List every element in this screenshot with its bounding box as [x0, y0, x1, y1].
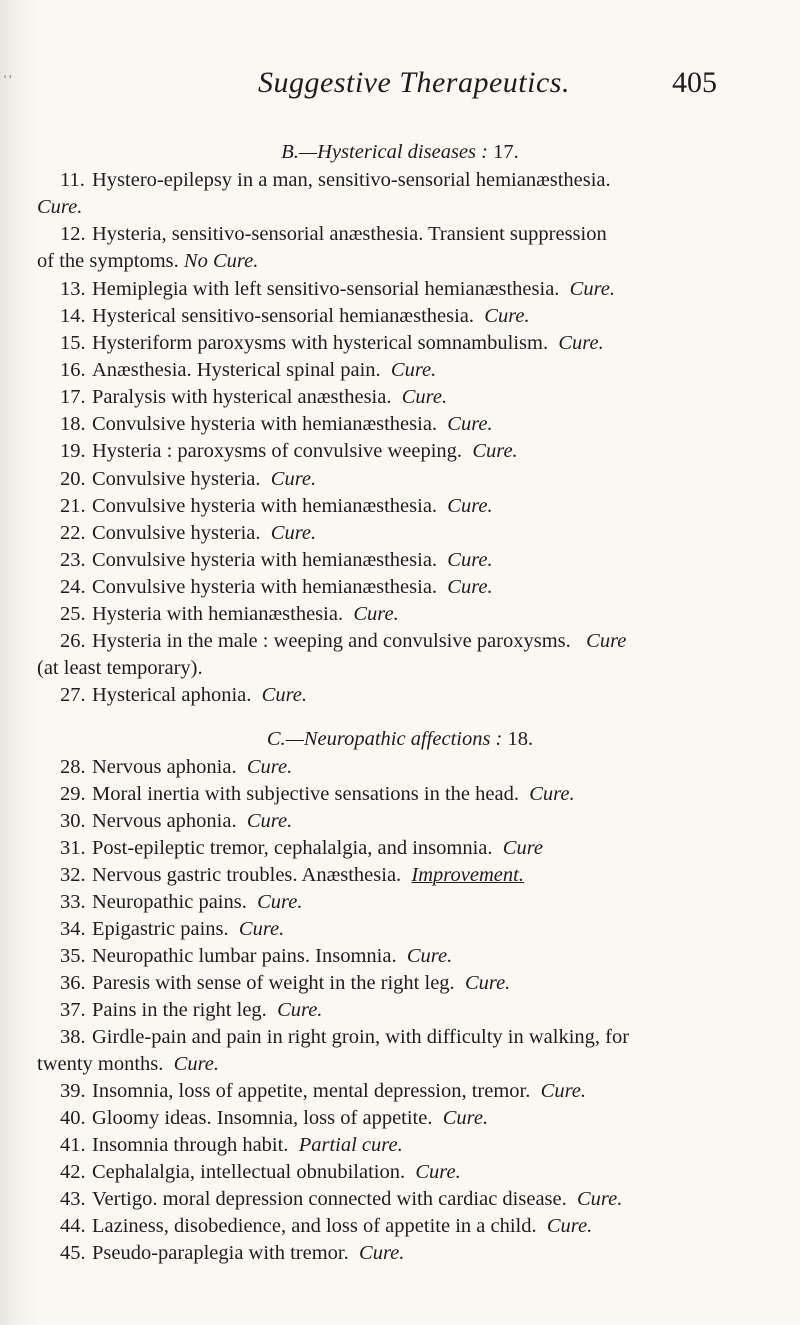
entry-result: Cure.: [569, 278, 616, 300]
entry-result: Cure.: [406, 945, 453, 967]
list-item: [60, 493, 768, 520]
entry-number: 29.: [60, 783, 86, 805]
entry-number: 17.: [60, 386, 86, 408]
running-title: Suggestive Therapeutics.: [258, 66, 570, 99]
entry-result: Cure.: [415, 1161, 461, 1183]
entry-result: Cure.: [447, 495, 493, 517]
entry-result: Cure.: [529, 783, 575, 805]
list-item: [60, 303, 768, 330]
entry-text: Hysteria with hemianæsthesia.: [92, 603, 344, 625]
entry-text: Vertigo. moral depression connected with cardiac disease.: [92, 1188, 567, 1210]
list-item: [60, 628, 768, 655]
entry-text: Nervous aphonia.: [92, 756, 237, 778]
entry-number: 26.: [60, 630, 86, 652]
entry-number: 31.: [60, 837, 86, 859]
entry-number: 43.: [60, 1188, 86, 1210]
list-item: [60, 1240, 768, 1267]
list-item: [60, 1078, 768, 1105]
list-item: [60, 574, 768, 601]
margin-mark: ' ': [4, 72, 12, 86]
list-item: [60, 547, 768, 574]
entry-number: 35.: [60, 945, 86, 967]
section-prefix: C.—: [266, 728, 304, 750]
entry-number: 41.: [60, 1134, 86, 1156]
entry-continuation: [37, 1051, 219, 1078]
list-item: [60, 682, 768, 709]
entry-text: Paresis with sense of weight in the right leg.: [92, 972, 455, 994]
entry-text: Insomnia, loss of appetite, mental depression, tremor.: [92, 1080, 531, 1102]
list-item: [60, 357, 768, 384]
entry-result: Cure.: [353, 603, 399, 625]
entry-result: Cure.: [173, 1053, 220, 1075]
entry-result: Cure.: [246, 756, 293, 778]
entry-result: Cure.: [238, 918, 285, 940]
running-head: [0, 66, 800, 106]
entry-text: Convulsive hysteria with hemianæsthesia.: [92, 413, 438, 435]
entry-continuation: [37, 655, 203, 682]
entry-result: Cure.: [277, 999, 323, 1021]
entry-result: Cure.: [447, 413, 493, 435]
entry-result: Cure.: [270, 522, 317, 544]
entry-number: 30.: [60, 810, 86, 832]
entry-text: Nervous gastric troubles. Anæsthesia.: [92, 864, 402, 886]
entry-result: Cure.: [577, 1188, 623, 1210]
list-item: [60, 384, 768, 411]
entry-text: Hysterical aphonia.: [92, 684, 252, 706]
list-item: [60, 943, 768, 970]
entry-text: Hystero-epilepsy in a man, sensitivo-sensorial hemianæsthesia.: [92, 169, 611, 191]
entry-number: 21.: [60, 495, 86, 517]
entry-number: 39.: [60, 1080, 86, 1102]
list-item: [60, 1213, 768, 1240]
entry-number: 40.: [60, 1107, 86, 1129]
section-title: Neuropathic affections :: [303, 728, 503, 750]
list-item: [60, 862, 768, 889]
list-item: [60, 411, 768, 438]
entry-result: Cure.: [546, 1215, 593, 1237]
entry-number: 19.: [60, 440, 86, 462]
entry-text: Hysterical sensitivo-sensorial hemianæsthesia.: [92, 305, 475, 327]
entry-text: Convulsive hysteria.: [92, 522, 261, 544]
entry-number: 18.: [60, 413, 86, 435]
list-item: [60, 754, 768, 781]
entry-result: Cure.: [442, 1107, 489, 1129]
list-item: [60, 1105, 768, 1132]
entry-result: No Cure.: [183, 250, 259, 272]
entry-continuation: [37, 194, 82, 221]
entry-text: Neuropathic pains.: [92, 891, 247, 913]
list-item: [60, 1132, 768, 1159]
entry-result: Cure.: [484, 305, 530, 327]
entry-text: Anæsthesia. Hysterical spinal pain.: [92, 359, 381, 381]
section-count: 17.: [487, 141, 519, 163]
entry-number: 22.: [60, 522, 86, 544]
entry-text: Hysteriform paroxysms with hysterical somnambulism.: [92, 332, 549, 354]
entry-number: 12.: [60, 223, 86, 245]
section-title: Hysterical diseases :: [317, 141, 488, 163]
section-prefix: B.—: [281, 141, 318, 163]
entry-number: 20.: [60, 468, 86, 490]
entry-text: Hemiplegia with left sensitivo-sensorial hemianæsthesia.: [92, 278, 560, 300]
entry-text: Convulsive hysteria with hemianæsthesia.: [92, 576, 438, 598]
entry-number: 16.: [60, 359, 86, 381]
entry-number: 33.: [60, 891, 86, 913]
entry-result: Cure.: [37, 196, 83, 218]
entry-text: Girdle-pain and pain in right groin, with difficulty in walking, for: [92, 1026, 630, 1048]
entry-result: Partial cure.: [298, 1134, 403, 1156]
list-item: [60, 997, 768, 1024]
entry-result: Cure.: [558, 332, 604, 354]
entry-text-continued: of the symptoms.: [37, 250, 179, 272]
entry-number: 42.: [60, 1161, 86, 1183]
entry-result: Cure.: [472, 440, 518, 462]
entry-number: 38.: [60, 1026, 86, 1048]
entry-number: 45.: [60, 1242, 86, 1264]
entry-number: 11.: [60, 169, 85, 191]
entry-result: Cure.: [390, 359, 437, 381]
entry-text: Neuropathic lumbar pains. Insomnia.: [92, 945, 397, 967]
list-item: [60, 276, 768, 303]
entry-text: Moral inertia with subjective sensations in the head.: [92, 783, 519, 805]
entry-text-continued: twenty months.: [37, 1053, 164, 1075]
entry-text: Pains in the right leg.: [92, 999, 267, 1021]
entry-result: Cure.: [270, 468, 317, 490]
section-heading-b: [0, 139, 800, 166]
entry-number: 28.: [60, 756, 86, 778]
entry-result: Cure: [502, 837, 544, 859]
list-item: [60, 835, 768, 862]
entry-text: Cephalalgia, intellectual obnubilation.: [92, 1161, 406, 1183]
page-number: 405: [672, 66, 717, 99]
entry-text: Convulsive hysteria.: [92, 468, 261, 490]
list-item: [60, 1186, 768, 1213]
entry-text: Convulsive hysteria with hemianæsthesia.: [92, 495, 438, 517]
list-item: [60, 889, 768, 916]
entry-result: Cure.: [401, 386, 448, 408]
entry-result: Cure.: [261, 684, 308, 706]
entry-continuation: [37, 248, 258, 275]
list-item: [60, 781, 768, 808]
entry-result: Cure.: [246, 810, 293, 832]
entry-text: Paralysis with hysterical anæsthesia.: [92, 386, 392, 408]
entry-result: Cure.: [447, 549, 493, 571]
list-item: [60, 808, 768, 835]
entry-number: 32.: [60, 864, 86, 886]
entry-result: Improvement.: [411, 864, 524, 886]
entry-text: Hysteria in the male : weeping and convulsive paroxysms.: [92, 630, 571, 652]
entry-number: 14.: [60, 305, 86, 327]
list-item: [60, 601, 768, 628]
entry-number: 27.: [60, 684, 86, 706]
entry-number: 23.: [60, 549, 86, 571]
list-item: [60, 221, 768, 248]
entry-result: Cure.: [447, 576, 493, 598]
list-item: [60, 167, 768, 194]
entry-number: 36.: [60, 972, 86, 994]
entry-number: 37.: [60, 999, 86, 1021]
entry-result: Cure.: [359, 1242, 405, 1264]
entry-text: Nervous aphonia.: [92, 810, 237, 832]
list-item: [60, 466, 768, 493]
entry-result: Cure: [586, 630, 627, 652]
section-heading-c: [0, 726, 800, 753]
entry-text: Pseudo-paraplegia with tremor.: [92, 1242, 349, 1264]
entry-text: Convulsive hysteria with hemianæsthesia.: [92, 549, 438, 571]
entry-text: Hysteria, sensitivo-sensorial anæsthesia. Transient suppression: [92, 223, 607, 245]
entry-result: Cure.: [257, 891, 303, 913]
entry-number: 34.: [60, 918, 86, 940]
entry-text: Post-epileptic tremor, cephalalgia, and insomnia.: [92, 837, 493, 859]
entry-number: 25.: [60, 603, 86, 625]
section-count: 18.: [502, 728, 534, 750]
list-item: [60, 1024, 768, 1051]
entry-number: 44.: [60, 1215, 86, 1237]
entry-number: 24.: [60, 576, 86, 598]
entry-text: Hysteria : paroxysms of convulsive weeping.: [92, 440, 463, 462]
list-item: [60, 1159, 768, 1186]
list-item: [60, 330, 768, 357]
list-item: [60, 916, 768, 943]
list-item: [60, 970, 768, 997]
entry-number: 13.: [60, 278, 86, 300]
entry-number: 15.: [60, 332, 86, 354]
entry-text: Laziness, disobedience, and loss of appetite in a child.: [92, 1215, 537, 1237]
entry-text-continued: (at least temporary).: [37, 657, 203, 679]
entry-text: Epigastric pains.: [92, 918, 229, 940]
entry-text: Insomnia through habit.: [92, 1134, 289, 1156]
entry-result: Cure.: [464, 972, 511, 994]
entry-text: Gloomy ideas. Insomnia, loss of appetite.: [92, 1107, 433, 1129]
list-item: [60, 520, 768, 547]
entry-result: Cure.: [540, 1080, 587, 1102]
list-item: [60, 438, 768, 465]
